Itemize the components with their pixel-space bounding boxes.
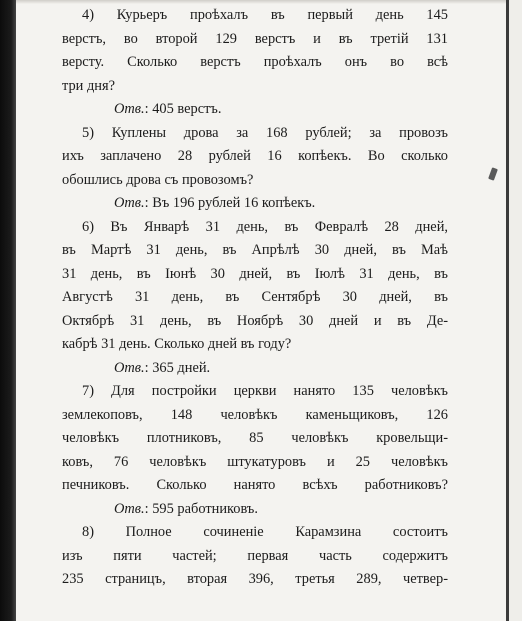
problem-line: печниковъ. Сколько нанято всѣхъ работниковъ? bbox=[62, 477, 448, 493]
problem-line: три дня? bbox=[62, 77, 115, 94]
problem-line: 31 день, въ Іюнѣ 30 дней, въ Іюлѣ 31 день, въ bbox=[62, 265, 448, 282]
problem-line: въ Мартѣ 31 день, въ Апрѣлѣ 30 дней, въ Маѣ bbox=[62, 242, 448, 258]
answer-label: Отв. bbox=[114, 359, 145, 376]
problem-line: ихъ заплачено 28 рублей 16 копѣекъ. Во сколько bbox=[62, 148, 448, 164]
answer-value: : Въ 196 рублей 16 копѣекъ. bbox=[144, 195, 316, 211]
page-text bbox=[62, 4, 448, 592]
problem-line: верстъ, во второй 129 верстъ и въ третій 131 bbox=[62, 30, 448, 47]
answer-line bbox=[62, 192, 448, 216]
problem-line: землекоповъ, 148 человѣкъ каменьщиковъ, 126 bbox=[62, 406, 448, 423]
answer-value: : 365 дней. bbox=[144, 359, 211, 376]
problem-line: человѣкъ плотниковъ, 85 человѣкъ кровельщи- bbox=[62, 430, 448, 446]
problem-5 bbox=[62, 122, 448, 216]
problem-line: ковъ, 76 человѣкъ штукатуровъ и 25 человѣкъ bbox=[62, 453, 448, 470]
problem-line: 6) Въ Январѣ 31 день, въ Февралѣ 28 дней, bbox=[82, 218, 448, 235]
problem-line: 5) Куплены дрова за 168 рублей; за провозъ bbox=[82, 124, 448, 141]
answer-label: Отв. bbox=[114, 101, 145, 117]
book-spine-shadow bbox=[0, 0, 16, 621]
problem-line: Октябрѣ 31 день, въ Ноябрѣ 30 дней и въ Де- bbox=[62, 312, 448, 329]
problem-line: изъ пяти частей; первая часть содержитъ bbox=[62, 547, 448, 564]
problem-8 bbox=[62, 521, 448, 592]
answer-value: : 405 верстъ. bbox=[144, 101, 222, 117]
problem-line: 8) Полное сочиненіе Карамзина состоитъ bbox=[82, 524, 448, 540]
answer-line bbox=[62, 357, 448, 381]
answer-value: : 595 работниковъ. bbox=[144, 500, 258, 517]
problem-4 bbox=[62, 4, 448, 122]
problem-line: кабрѣ 31 день. Сколько дней въ году? bbox=[62, 336, 292, 352]
answer-line bbox=[62, 498, 448, 522]
problem-line: версту. Сколько верстъ проѣхалъ онъ во всѣ bbox=[62, 54, 448, 70]
problem-line: 235 страницъ, вторая 396, третья 289, четвер- bbox=[62, 571, 448, 587]
page-right-margin bbox=[509, 0, 522, 621]
problem-line: 4) Курьеръ проѣхалъ въ первый день 145 bbox=[82, 7, 448, 23]
answer-line bbox=[62, 98, 448, 122]
problem-6 bbox=[62, 216, 448, 381]
problem-7 bbox=[62, 380, 448, 521]
answer-label: Отв. bbox=[114, 500, 145, 517]
problem-line: обошлись дрова съ провозомъ? bbox=[62, 171, 254, 188]
problem-line: Августѣ 31 день, въ Сентябрѣ 30 дней, въ bbox=[62, 289, 448, 305]
answer-label: Отв. bbox=[114, 195, 145, 211]
problem-line: 7) Для постройки церкви нанято 135 человѣкъ bbox=[82, 383, 448, 399]
